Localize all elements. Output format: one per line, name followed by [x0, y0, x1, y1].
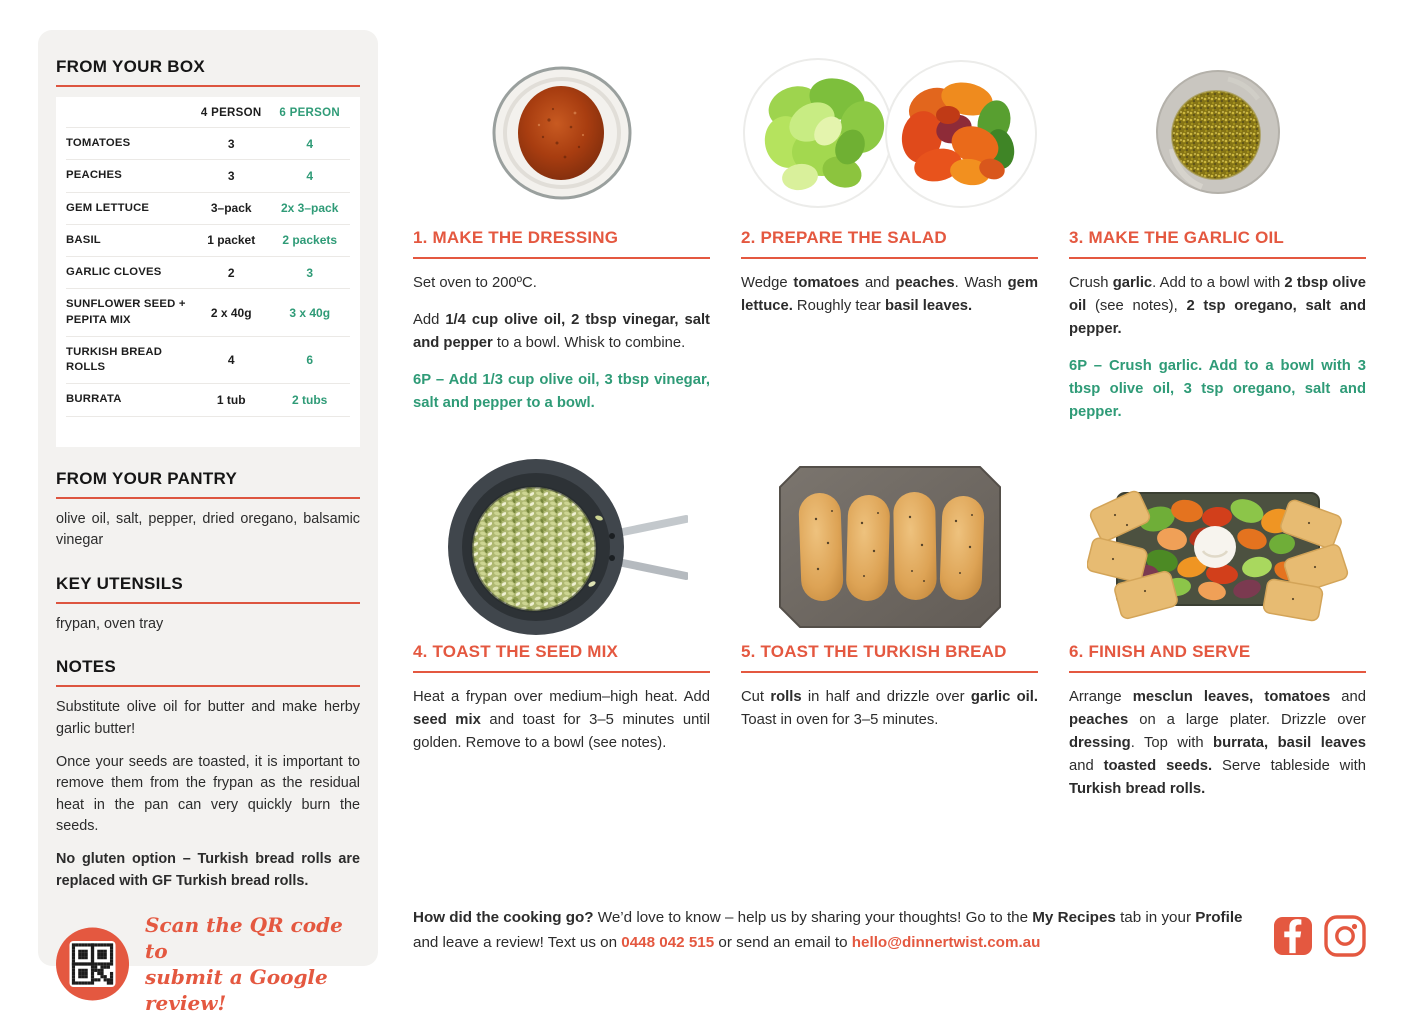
step-6 [1069, 456, 1366, 801]
garlic-oil-photo [1069, 42, 1366, 224]
instagram-icon[interactable] [1323, 914, 1367, 958]
step-paragraph: 6P – Crush garlic. Add to a bowl with 3 tbsp olive oil, 3 tsp oregano, salt and pepper. [1069, 358, 1366, 421]
dressing-bowl-photo [413, 42, 710, 224]
table-row: TURKISH BREAD ROLLS 4 6 [66, 337, 350, 385]
step-body [413, 686, 710, 755]
steps-row-2 [413, 456, 1366, 801]
step-title: 6. FINISH AND SERVE [1069, 642, 1366, 673]
step-paragraph: Heat a frypan over medium–high heat. Add seed mix and toast for 3–5 minutes until golden. Remove to a bowl (see notes). [413, 689, 710, 752]
social-icons [1274, 914, 1367, 958]
notes-paragraphs [56, 697, 360, 892]
finished-platter-photo [1069, 456, 1366, 638]
qr-code [56, 918, 129, 1010]
phone-link[interactable]: 0448 042 515 [621, 934, 715, 952]
steps-row-1 [413, 42, 1366, 424]
table-header-row [66, 99, 350, 128]
table-row: BASIL 1 packet 2 packets [66, 225, 350, 257]
step-paragraph: Set oven to 200ºC. [413, 275, 537, 291]
box-table-body [66, 128, 350, 417]
table-row: PEACHES 3 4 [66, 160, 350, 192]
key-utensils-title: KEY UTENSILS [56, 574, 360, 604]
step-paragraph: 6P – Add 1/3 cup olive oil, 3 tbsp vinegar, salt and pepper to a bowl. [413, 372, 710, 412]
table-row: GARLIC CLOVES 2 3 [66, 257, 350, 289]
footer-run: Profile [1195, 909, 1243, 926]
sidebar [38, 30, 378, 1016]
footer-run: How did the cooking go? [413, 909, 594, 926]
facebook-icon[interactable] [1274, 917, 1312, 955]
bread-tray-photo [741, 456, 1038, 638]
salad-plates-photo [741, 42, 1038, 224]
col-header-6-person: 6 PERSON [279, 107, 340, 119]
pantry-text: olive oil, salt, pepper, dried oregano, balsamic vinegar [56, 510, 360, 549]
step-paragraph: Wedge tomatoes and peaches. Wash gem lettuce. Roughly tear basil leaves. [741, 275, 1038, 315]
footer-run: or send an email to [714, 934, 852, 952]
notes-paragraph: No gluten option – Turkish bread rolls are replaced with GF Turkish bread rolls. [56, 850, 360, 889]
step-title: 2. PREPARE THE SALAD [741, 228, 1038, 259]
email-link[interactable]: hello@dinnertwist.com.au [851, 934, 1041, 952]
step-5 [741, 456, 1038, 801]
step-paragraph: Add 1/4 cup olive oil, 2 tbsp vinegar, salt and pepper to a bowl. Whisk to combine. [413, 312, 710, 352]
footer-run: We’d love to know – help us by sharing your thoughts! Go to the [593, 909, 1033, 926]
table-row: SUNFLOWER SEED + PEPITA MIX 2 x 40g 3 x 40g [66, 289, 350, 337]
qr-review-block [56, 912, 360, 1016]
table-row: TOMATOES 3 4 [66, 128, 350, 160]
step-body [1069, 686, 1366, 801]
step-title: 1. MAKE THE DRESSING [413, 228, 710, 259]
from-your-pantry-title: FROM YOUR PANTRY [56, 469, 360, 499]
footer-run: and leave a review! Text us on [413, 934, 622, 952]
step-title: 5. TOAST THE TURKISH BREAD [741, 642, 1038, 673]
step-body [741, 272, 1038, 318]
step-2 [741, 42, 1038, 424]
step-4 [413, 456, 710, 801]
from-your-box-table [56, 97, 360, 447]
step-1 [413, 42, 710, 424]
notes-title: NOTES [56, 657, 360, 687]
table-row: BURRATA 1 tub 2 tubs [66, 384, 350, 416]
step-body [413, 272, 710, 415]
notes-paragraph: Once your seeds are toasted, it is important to remove them from the frypan as the residual heat in the pan can very quickly burn the seeds. [56, 753, 360, 835]
step-title: 3. MAKE THE GARLIC OIL [1069, 228, 1366, 259]
notes-paragraph: Substitute olive oil for butter and make herby garlic butter! [56, 699, 360, 737]
footer-text [413, 905, 1265, 955]
qr-caption: Scan the QR code to submit a Google review! [145, 913, 343, 1016]
col-header-4-person: 4 PERSON [200, 107, 262, 119]
step-paragraph: Arrange mesclun leaves, tomatoes and peaches on a large plater. Drizzle over dressing. Top with burrata, basil leaves and toasted seeds. Serve tableside with Turkish bread rolls. [1069, 689, 1366, 798]
footer-run: tab in your [1115, 909, 1196, 926]
step-body [1069, 272, 1366, 424]
from-your-box-title: FROM YOUR BOX [56, 57, 360, 87]
utensils-text: frypan, oven tray [56, 615, 164, 632]
step-paragraph: Cut rolls in half and drizzle over garlic oil. Toast in oven for 3–5 minutes. [741, 689, 1038, 729]
step-paragraph: Crush garlic. Add to a bowl with 2 tbsp olive oil (see notes), 2 tsp oregano, salt and pepper. [1069, 275, 1367, 338]
frypan-seeds-photo [413, 456, 710, 638]
step-3 [1069, 42, 1366, 424]
step-body [741, 686, 1038, 732]
footer-run: My Recipes [1032, 909, 1116, 926]
step-title: 4. TOAST THE SEED MIX [413, 642, 710, 673]
table-row: GEM LETTUCE 3–pack 2x 3–pack [66, 193, 350, 225]
